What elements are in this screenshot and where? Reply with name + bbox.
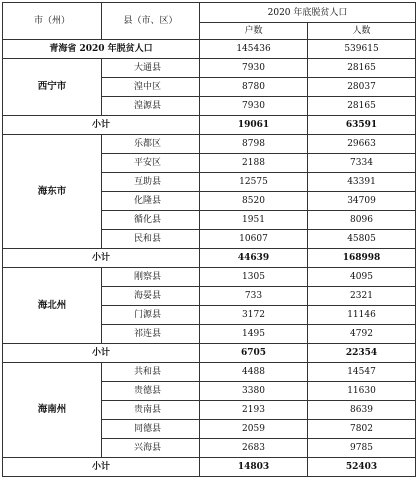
county-people: 11630	[308, 382, 416, 401]
county-name: 同德县	[102, 420, 200, 439]
county-name: 平安区	[102, 154, 200, 173]
county-households: 8780	[200, 78, 308, 97]
region-name: 海南州	[3, 363, 102, 458]
county-people: 28037	[308, 78, 416, 97]
subtotal-people: 168998	[308, 249, 416, 268]
people-column-header: 人数	[308, 23, 416, 40]
county-name: 湟中区	[102, 78, 200, 97]
county-households: 1305	[200, 268, 308, 287]
group-title-header: 2020 年底脱贫人口	[200, 3, 416, 23]
subtotal-households: 14803	[200, 458, 308, 477]
county-households: 10607	[200, 230, 308, 249]
county-people: 4095	[308, 268, 416, 287]
poverty-table	[2, 2, 416, 477]
county-name: 祁连县	[102, 325, 200, 344]
subtotal-row	[3, 344, 416, 363]
county-households: 2193	[200, 401, 308, 420]
county-people: 7334	[308, 154, 416, 173]
county-people: 11146	[308, 306, 416, 325]
table-body	[3, 3, 416, 477]
region-name: 西宁市	[3, 59, 102, 116]
subtotal-people: 63591	[308, 116, 416, 135]
city-column-header: 市（州）	[3, 3, 102, 40]
county-people: 29663	[308, 135, 416, 154]
county-people: 28165	[308, 97, 416, 116]
table-row	[3, 135, 416, 154]
county-households: 7930	[200, 97, 308, 116]
county-name: 海晏县	[102, 287, 200, 306]
county-name: 民和县	[102, 230, 200, 249]
county-people: 28165	[308, 59, 416, 78]
county-households: 2683	[200, 439, 308, 458]
subtotal-row	[3, 458, 416, 477]
subtotal-row	[3, 116, 416, 135]
county-name: 贵南县	[102, 401, 200, 420]
county-households: 8798	[200, 135, 308, 154]
subtotal-label: 小计	[3, 249, 200, 268]
county-name: 贵德县	[102, 382, 200, 401]
province-total-label: 青海省 2020 年脱贫人口	[3, 40, 200, 59]
subtotal-households: 19061	[200, 116, 308, 135]
county-people: 9785	[308, 439, 416, 458]
county-name: 互助县	[102, 173, 200, 192]
county-households: 7930	[200, 59, 308, 78]
region-name: 海东市	[3, 135, 102, 249]
table-row	[3, 59, 416, 78]
subtotal-row	[3, 249, 416, 268]
county-households: 1495	[200, 325, 308, 344]
county-households: 3172	[200, 306, 308, 325]
county-people: 14547	[308, 363, 416, 382]
county-name: 共和县	[102, 363, 200, 382]
province-total-households: 145436	[200, 40, 308, 59]
county-households: 8520	[200, 192, 308, 211]
county-households: 4488	[200, 363, 308, 382]
subtotal-households: 44639	[200, 249, 308, 268]
county-people: 8639	[308, 401, 416, 420]
county-people: 34709	[308, 192, 416, 211]
county-households: 2188	[200, 154, 308, 173]
county-households: 733	[200, 287, 308, 306]
county-name: 大通县	[102, 59, 200, 78]
county-people: 8096	[308, 211, 416, 230]
province-total-people: 539615	[308, 40, 416, 59]
county-households: 2059	[200, 420, 308, 439]
county-households: 12575	[200, 173, 308, 192]
province-total-row	[3, 40, 416, 59]
county-name: 刚察县	[102, 268, 200, 287]
table-row	[3, 268, 416, 287]
county-people: 4792	[308, 325, 416, 344]
county-column-header: 县（市、区）	[102, 3, 200, 40]
county-name: 湟源县	[102, 97, 200, 116]
county-households: 3380	[200, 382, 308, 401]
subtotal-label: 小计	[3, 116, 200, 135]
region-name: 海北州	[3, 268, 102, 344]
subtotal-households: 6705	[200, 344, 308, 363]
county-people: 7802	[308, 420, 416, 439]
county-people: 43391	[308, 173, 416, 192]
county-name: 乐都区	[102, 135, 200, 154]
header-row	[3, 3, 416, 23]
subtotal-people: 22354	[308, 344, 416, 363]
county-households: 1951	[200, 211, 308, 230]
subtotal-label: 小计	[3, 344, 200, 363]
households-column-header: 户数	[200, 23, 308, 40]
subtotal-people: 52403	[308, 458, 416, 477]
county-name: 循化县	[102, 211, 200, 230]
county-people: 2321	[308, 287, 416, 306]
county-name: 化隆县	[102, 192, 200, 211]
county-name: 兴海县	[102, 439, 200, 458]
subtotal-label: 小计	[3, 458, 200, 477]
table-row	[3, 363, 416, 382]
county-name: 门源县	[102, 306, 200, 325]
county-people: 45805	[308, 230, 416, 249]
